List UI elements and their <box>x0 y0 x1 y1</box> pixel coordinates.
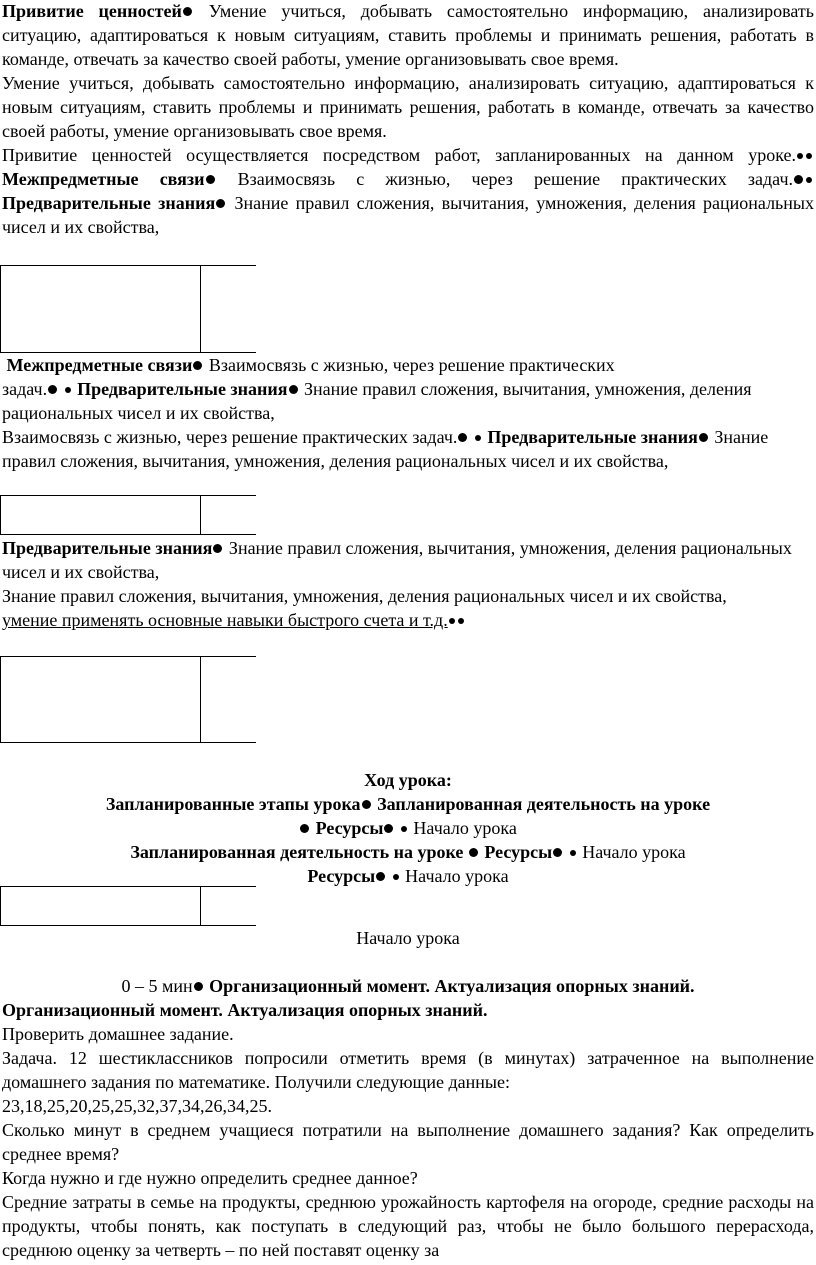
lesson-plan-section <box>0 768 816 888</box>
answer-paragraph: Средние затраты в семье на продукты, среднюю урожайность картофеля на огороде, средние расходы на продукты, чтобы понять, как поступать в следующий раз, чтобы не было большого перерасхода, среднюю оценку за четверть – по ней поставят оценку за <box>2 1192 814 1260</box>
question-1: Сколько минут в среднем учащиеся потратили на выполнение домашнего задания? Как определить среднее время? <box>2 1120 814 1164</box>
interdisciplinary-text: Взаимосвязь с жизнью, через решение практических <box>204 355 615 375</box>
bullet-icon <box>469 848 478 857</box>
prior-knowledge-heading: Предварительные знания <box>2 538 213 558</box>
life-connection-text: Взаимосвязь с жизнью, через решение практических задач. <box>2 427 458 447</box>
time-range: 0 – 5 мин <box>121 976 193 996</box>
interdisciplinary-heading: Межпредметные связи <box>2 169 205 189</box>
bullet-icon <box>300 824 309 833</box>
lesson-start-text: Начало урока <box>408 818 517 838</box>
bullet-icon <box>289 385 298 394</box>
values-method-text: Привитие ценностей осуществляется посредством работ, запланированных на данном уроке. <box>2 145 796 165</box>
task-paragraph: Задача. 12 шестиклассников попросили отметить время (в минутах) затраченное на выполнение домашнего задания по математике. Получили следующие данные: <box>2 1048 814 1092</box>
lesson-start-text: Начало урока <box>577 842 686 862</box>
prior-knowledge-text: Знание правил сложения, вычитания, умножения, деления рациональных чисел и их свойства, <box>2 193 814 237</box>
resources-heading: Ресурсы <box>307 866 376 886</box>
planned-activity-heading: Запланированная деятельность на уроке <box>377 794 711 814</box>
bullet-icon <box>384 824 393 833</box>
org-moment-text: Организационный момент. Актуализация опорных знаний. <box>2 1000 488 1020</box>
prior-knowledge-text: Знание правил сложения, вычитания, умножения, деления рациональных чисел и их свойства, <box>2 379 752 423</box>
prior-knowledge-heading: Предварительные знания <box>487 427 698 447</box>
planned-activity-heading: Запланированная деятельность на уроке <box>130 842 464 862</box>
lesson-title-text: Ход урока: <box>364 770 452 790</box>
resources-line-2 <box>0 864 816 888</box>
bullet-icon <box>206 175 215 184</box>
lesson-title <box>0 768 816 792</box>
interdisciplinary-section <box>0 353 816 473</box>
bullet-icon <box>794 175 803 184</box>
planned-stages-line <box>0 792 816 816</box>
bullet-icon <box>183 7 192 16</box>
bullet-icon <box>570 850 576 856</box>
homework-check: Проверить домашнее задание. <box>2 1024 234 1044</box>
bullet-icon <box>458 618 464 624</box>
org-moment-line <box>0 974 816 998</box>
bullet-icon <box>393 874 399 880</box>
prior-knowledge-section <box>0 536 816 632</box>
empty-table-3 <box>0 656 256 743</box>
bullet-icon <box>376 872 385 881</box>
empty-table-4 <box>0 886 256 926</box>
life-connection-paragraph <box>0 425 816 473</box>
bullet-icon <box>553 848 562 857</box>
values-section <box>0 0 816 239</box>
tasks-text: задач. <box>2 379 48 399</box>
bullet-icon <box>401 826 407 832</box>
bullet-icon <box>797 153 803 159</box>
bullet-icon <box>48 385 57 394</box>
interdisciplinary-text: Взаимосвязь с жизнью, через решение практических задач. <box>216 169 794 189</box>
bullet-icon <box>194 982 203 991</box>
interdisciplinary-paragraph <box>0 143 816 239</box>
bullet-icon <box>806 153 812 159</box>
bullet-icon <box>213 544 222 553</box>
lesson-start: Начало урока <box>356 928 460 948</box>
knowledge-paragraph: Знание правил сложения, вычитания, умножения, деления рациональных чисел и их свойства, <box>2 586 727 606</box>
question-2: Когда нужно и где нужно определить среднее данное? <box>2 1168 418 1188</box>
bullet-icon <box>193 361 202 370</box>
prior-knowledge-paragraph <box>0 536 816 584</box>
planned-activity-line <box>0 840 816 864</box>
skills-paragraph: Умение учиться, добывать самостоятельно информацию, анализировать ситуацию, адаптироваться к новым ситуациям, ставить проблемы и принимать решения, работать в команде, отвечать за качество своей работы, умение организовывать свое время. <box>2 73 814 141</box>
lesson-start-text: Начало урока <box>400 866 509 886</box>
prior-knowledge-text: Знание правил сложения, вычитания, умножения, деления рациональных чисел и их свойства, <box>2 538 792 582</box>
empty-table-1 <box>0 265 256 353</box>
resources-heading: Ресурсы <box>484 842 553 862</box>
bullet-icon <box>475 435 481 441</box>
prior-knowledge-heading: Предварительные знания <box>2 193 216 213</box>
bullet-icon <box>806 177 812 183</box>
interdisciplinary-heading: Межпредметные связи <box>6 355 193 375</box>
bullet-icon <box>449 618 455 624</box>
bullet-icon <box>216 199 225 208</box>
values-paragraph <box>0 0 816 71</box>
interdisciplinary-paragraph-2 <box>0 353 816 425</box>
bullet-icon <box>699 433 708 442</box>
prior-knowledge-text: Знание правил сложения, вычитания, умножения, деления рациональных чисел и их свойства, <box>2 427 769 471</box>
quick-count-text: умение применять основные навыки быстрого счета и т.д. <box>2 610 448 630</box>
prior-knowledge-heading: Предварительные знания <box>77 379 288 399</box>
lesson-body-section <box>0 974 816 1262</box>
quick-count-paragraph <box>0 608 816 632</box>
resources-heading: Ресурсы <box>315 818 384 838</box>
resources-line <box>0 816 816 840</box>
empty-table-2 <box>0 495 256 535</box>
task-data: 23,18,25,20,25,25,32,37,34,26,34,25. <box>2 1096 272 1116</box>
values-heading: Привитие ценностей <box>2 1 182 21</box>
org-moment-heading-2 <box>0 998 816 1022</box>
bullet-icon <box>458 433 467 442</box>
planned-stages-heading: Запланированные этапы урока <box>105 794 361 814</box>
bullet-icon <box>65 387 71 393</box>
bullet-icon <box>362 800 371 809</box>
org-moment-heading: Организационный момент. Актуализация опорных знаний. <box>209 976 695 996</box>
values-text: Умение учиться, добывать самостоятельно информацию, анализировать ситуацию, адаптироваться к новым ситуациям, ставить проблемы и принимать решения, работать в команде, отвечать за качество своей работы, умение организовывать свое время. <box>2 1 814 69</box>
lesson-start-section <box>0 926 816 950</box>
